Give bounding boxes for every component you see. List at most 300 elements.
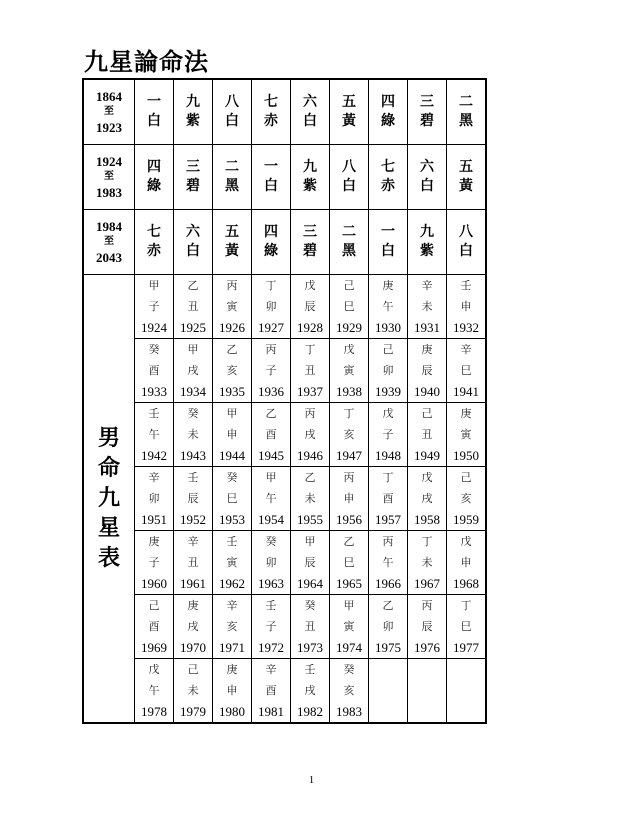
heavenly-stem: 庚	[226, 663, 238, 676]
year-cell	[330, 659, 369, 724]
era-from: 1864	[96, 89, 122, 104]
era-range-cell	[83, 210, 135, 275]
heavenly-stem: 丙	[421, 599, 433, 612]
year-cell	[408, 467, 447, 531]
heavenly-stem: 庚	[460, 407, 472, 420]
star-cell	[213, 210, 252, 275]
year-number: 1929	[336, 320, 362, 335]
year-number: 1982	[297, 704, 323, 719]
earthly-branch: 子	[265, 620, 277, 633]
star-label: 五黃	[459, 159, 473, 194]
earthly-branch: 丑	[187, 300, 199, 313]
year-number: 1980	[219, 704, 245, 719]
empty-cell	[447, 659, 487, 724]
year-number: 1930	[375, 320, 401, 335]
year-number: 1961	[180, 576, 206, 591]
star-label: 七赤	[381, 159, 395, 194]
year-number: 1931	[414, 320, 440, 335]
earthly-branch: 酉	[265, 684, 277, 697]
year-number: 1941	[453, 384, 479, 399]
star-cell	[447, 210, 487, 275]
year-cell	[369, 531, 408, 595]
earthly-branch: 酉	[382, 492, 394, 505]
star-cell	[369, 145, 408, 210]
earthly-branch: 亥	[343, 428, 355, 441]
star-label: 八白	[342, 159, 356, 194]
earthly-branch: 午	[265, 492, 277, 505]
earthly-branch: 丑	[304, 364, 316, 377]
earthly-branch: 卯	[265, 556, 277, 569]
heavenly-stem: 庚	[382, 279, 394, 292]
year-cell	[135, 467, 174, 531]
year-row	[83, 339, 486, 403]
earthly-branch: 酉	[148, 620, 160, 633]
earthly-branch: 戌	[187, 364, 199, 377]
year-cell	[291, 275, 330, 339]
year-cell	[135, 275, 174, 339]
earthly-branch: 酉	[265, 428, 277, 441]
heavenly-stem: 癸	[343, 663, 355, 676]
earthly-branch: 卯	[148, 492, 160, 505]
heavenly-stem: 丁	[382, 471, 394, 484]
year-row	[83, 467, 486, 531]
earthly-branch: 辰	[421, 364, 433, 377]
year-cell	[330, 531, 369, 595]
year-number: 1935	[219, 384, 245, 399]
era-to-label: 至	[104, 236, 114, 247]
heavenly-stem: 癸	[187, 407, 199, 420]
year-number: 1934	[180, 384, 206, 399]
year-number: 1960	[141, 576, 167, 591]
heavenly-stem: 丁	[343, 407, 355, 420]
era-range-cell	[83, 79, 135, 145]
year-cell	[330, 595, 369, 659]
heavenly-stem: 丁	[460, 599, 472, 612]
year-cell	[369, 339, 408, 403]
star-label: 七赤	[264, 94, 278, 129]
earthly-branch: 戌	[187, 620, 199, 633]
star-label: 五黃	[225, 224, 239, 259]
earthly-branch: 巳	[343, 556, 355, 569]
year-row	[83, 403, 486, 467]
year-number: 1962	[219, 576, 245, 591]
year-number: 1947	[336, 448, 362, 463]
star-cell	[408, 145, 447, 210]
era-row	[83, 145, 486, 210]
heavenly-stem: 辛	[421, 279, 433, 292]
heavenly-stem: 辛	[148, 471, 160, 484]
year-cell	[174, 403, 213, 467]
year-number: 1978	[141, 704, 167, 719]
star-label: 二黑	[459, 94, 473, 129]
year-number: 1964	[297, 576, 323, 591]
earthly-branch: 寅	[460, 428, 472, 441]
year-number: 1940	[414, 384, 440, 399]
star-cell	[174, 145, 213, 210]
year-number: 1971	[219, 640, 245, 655]
heavenly-stem: 庚	[187, 599, 199, 612]
heavenly-stem: 壬	[304, 663, 316, 676]
star-label: 九紫	[186, 94, 200, 129]
era-to: 1983	[96, 185, 122, 200]
star-cell	[174, 210, 213, 275]
year-cell	[447, 339, 487, 403]
heavenly-stem: 甲	[343, 599, 355, 612]
heavenly-stem: 丙	[382, 535, 394, 548]
heavenly-stem: 甲	[304, 535, 316, 548]
year-cell	[330, 339, 369, 403]
empty-cell	[369, 659, 408, 724]
year-number: 1942	[141, 448, 167, 463]
year-number: 1936	[258, 384, 284, 399]
heavenly-stem: 辛	[265, 663, 277, 676]
earthly-branch: 辰	[421, 620, 433, 633]
era-from: 1984	[96, 219, 122, 234]
heavenly-stem: 壬	[187, 471, 199, 484]
star-label: 四綠	[147, 159, 161, 194]
star-cell	[330, 145, 369, 210]
earthly-branch: 戌	[304, 684, 316, 697]
star-cell	[213, 145, 252, 210]
year-number: 1937	[297, 384, 323, 399]
heavenly-stem: 壬	[265, 599, 277, 612]
heavenly-stem: 庚	[148, 535, 160, 548]
earthly-branch: 亥	[226, 620, 238, 633]
star-label: 三碧	[420, 94, 434, 129]
star-label: 四綠	[264, 224, 278, 259]
heavenly-stem: 壬	[460, 279, 472, 292]
star-label: 四綠	[381, 94, 395, 129]
era-to: 2043	[96, 250, 122, 265]
heavenly-stem: 甲	[226, 407, 238, 420]
heavenly-stem: 戊	[304, 279, 316, 292]
year-cell	[369, 467, 408, 531]
year-cell	[252, 531, 291, 595]
star-label: 七赤	[147, 224, 161, 259]
era-row	[83, 210, 486, 275]
earthly-branch: 亥	[460, 492, 472, 505]
year-cell	[330, 275, 369, 339]
earthly-branch: 子	[148, 556, 160, 569]
earthly-branch: 午	[382, 300, 394, 313]
star-cell	[252, 210, 291, 275]
year-cell	[447, 531, 487, 595]
year-number: 1948	[375, 448, 401, 463]
year-number: 1927	[258, 320, 284, 335]
earthly-branch: 申	[343, 492, 355, 505]
earthly-branch: 申	[460, 556, 472, 569]
star-label: 九紫	[420, 224, 434, 259]
star-label: 一白	[264, 159, 278, 194]
star-cell	[291, 79, 330, 145]
year-cell	[135, 595, 174, 659]
year-number: 1951	[141, 512, 167, 527]
year-cell	[447, 595, 487, 659]
year-number: 1975	[375, 640, 401, 655]
star-cell	[447, 79, 487, 145]
star-label: 八白	[459, 224, 473, 259]
heavenly-stem: 癸	[226, 471, 238, 484]
heavenly-stem: 甲	[265, 471, 277, 484]
heavenly-stem: 戊	[460, 535, 472, 548]
heavenly-stem: 癸	[265, 535, 277, 548]
earthly-branch: 丑	[304, 620, 316, 633]
earthly-branch: 未	[421, 300, 433, 313]
heavenly-stem: 辛	[460, 343, 472, 356]
year-cell	[291, 403, 330, 467]
year-number: 1946	[297, 448, 323, 463]
year-row	[83, 659, 486, 724]
earthly-branch: 卯	[265, 300, 277, 313]
year-number: 1944	[219, 448, 245, 463]
star-label: 三碧	[186, 159, 200, 194]
star-label: 一白	[147, 94, 161, 129]
year-cell	[135, 659, 174, 724]
earthly-branch: 子	[265, 364, 277, 377]
year-cell	[408, 275, 447, 339]
star-cell	[252, 79, 291, 145]
earthly-branch: 午	[148, 684, 160, 697]
heavenly-stem: 丙	[226, 279, 238, 292]
heavenly-stem: 己	[382, 343, 394, 356]
year-number: 1963	[258, 576, 284, 591]
star-label: 三碧	[303, 224, 317, 259]
year-cell	[408, 595, 447, 659]
year-cell	[135, 339, 174, 403]
star-cell	[369, 210, 408, 275]
earthly-branch: 巳	[226, 492, 238, 505]
era-to-label: 至	[104, 106, 114, 117]
year-cell	[213, 531, 252, 595]
heavenly-stem: 丙	[265, 343, 277, 356]
star-cell	[408, 210, 447, 275]
heavenly-stem: 乙	[226, 343, 238, 356]
year-cell	[330, 467, 369, 531]
earthly-branch: 辰	[304, 556, 316, 569]
era-to-label: 至	[104, 171, 114, 182]
earthly-branch: 子	[148, 300, 160, 313]
year-cell	[213, 467, 252, 531]
star-cell	[291, 145, 330, 210]
year-number: 1969	[141, 640, 167, 655]
era-from: 1924	[96, 154, 122, 169]
year-cell	[447, 467, 487, 531]
earthly-branch: 午	[148, 428, 160, 441]
empty-cell	[408, 659, 447, 724]
star-label: 五黃	[342, 94, 356, 129]
earthly-branch: 未	[421, 556, 433, 569]
star-cell	[291, 210, 330, 275]
earthly-branch: 申	[460, 300, 472, 313]
side-label: 男命九星表	[98, 425, 121, 571]
year-number: 1925	[180, 320, 206, 335]
year-row	[83, 275, 486, 339]
year-number: 1952	[180, 512, 206, 527]
year-cell	[369, 275, 408, 339]
year-number: 1924	[141, 320, 167, 335]
star-cell	[330, 210, 369, 275]
heavenly-stem: 庚	[421, 343, 433, 356]
earthly-branch: 子	[382, 428, 394, 441]
star-cell	[408, 79, 447, 145]
heavenly-stem: 辛	[226, 599, 238, 612]
year-number: 1926	[219, 320, 245, 335]
heavenly-stem: 壬	[226, 535, 238, 548]
year-cell	[174, 595, 213, 659]
star-label: 九紫	[303, 159, 317, 194]
star-cell	[213, 79, 252, 145]
year-cell	[330, 403, 369, 467]
star-label: 一白	[381, 224, 395, 259]
year-number: 1976	[414, 640, 440, 655]
year-number: 1938	[336, 384, 362, 399]
star-cell	[369, 79, 408, 145]
heavenly-stem: 乙	[382, 599, 394, 612]
earthly-branch: 卯	[382, 620, 394, 633]
year-number: 1932	[453, 320, 479, 335]
year-number: 1955	[297, 512, 323, 527]
earthly-branch: 未	[187, 684, 199, 697]
year-row	[83, 531, 486, 595]
heavenly-stem: 乙	[304, 471, 316, 484]
side-label-cell	[83, 275, 135, 724]
year-cell	[291, 531, 330, 595]
earthly-branch: 亥	[226, 364, 238, 377]
year-cell	[252, 659, 291, 724]
year-number: 1977	[453, 640, 479, 655]
heavenly-stem: 戊	[343, 343, 355, 356]
year-number: 1954	[258, 512, 284, 527]
earthly-branch: 寅	[226, 300, 238, 313]
era-range-cell	[83, 145, 135, 210]
year-cell	[174, 659, 213, 724]
heavenly-stem: 戊	[421, 471, 433, 484]
year-cell	[213, 595, 252, 659]
year-cell	[213, 339, 252, 403]
year-number: 1972	[258, 640, 284, 655]
year-cell	[174, 531, 213, 595]
year-cell	[447, 275, 487, 339]
star-cell	[135, 79, 174, 145]
heavenly-stem: 辛	[187, 535, 199, 548]
year-number: 1945	[258, 448, 284, 463]
heavenly-stem: 乙	[265, 407, 277, 420]
year-number: 1933	[141, 384, 167, 399]
nine-star-table	[82, 78, 487, 724]
heavenly-stem: 癸	[304, 599, 316, 612]
year-number: 1973	[297, 640, 323, 655]
star-cell	[135, 210, 174, 275]
earthly-branch: 巳	[460, 620, 472, 633]
year-cell	[369, 403, 408, 467]
earthly-branch: 未	[187, 428, 199, 441]
earthly-branch: 寅	[226, 556, 238, 569]
star-cell	[252, 145, 291, 210]
star-label: 八白	[225, 94, 239, 129]
year-cell	[252, 403, 291, 467]
heavenly-stem: 己	[421, 407, 433, 420]
heavenly-stem: 丙	[343, 471, 355, 484]
earthly-branch: 寅	[343, 620, 355, 633]
year-cell	[135, 403, 174, 467]
year-cell	[174, 275, 213, 339]
nine-star-table-body	[83, 79, 486, 723]
year-number: 1943	[180, 448, 206, 463]
year-number: 1959	[453, 512, 479, 527]
earthly-branch: 寅	[343, 364, 355, 377]
heavenly-stem: 甲	[187, 343, 199, 356]
year-cell	[213, 403, 252, 467]
page-title: 九星論命法	[84, 48, 209, 76]
heavenly-stem: 己	[148, 599, 160, 612]
heavenly-stem: 己	[343, 279, 355, 292]
heavenly-stem: 丁	[265, 279, 277, 292]
star-label: 六白	[186, 224, 200, 259]
star-cell	[330, 79, 369, 145]
year-cell	[213, 659, 252, 724]
heavenly-stem: 戊	[148, 663, 160, 676]
page-number: 1	[308, 774, 315, 786]
heavenly-stem: 乙	[187, 279, 199, 292]
era-row	[83, 79, 486, 145]
year-cell	[252, 467, 291, 531]
year-number: 1958	[414, 512, 440, 527]
star-label: 六白	[420, 159, 434, 194]
year-number: 1965	[336, 576, 362, 591]
year-number: 1928	[297, 320, 323, 335]
star-cell	[174, 79, 213, 145]
year-cell	[408, 531, 447, 595]
year-number: 1979	[180, 704, 206, 719]
earthly-branch: 申	[226, 684, 238, 697]
star-label: 二黑	[225, 159, 239, 194]
earthly-branch: 辰	[304, 300, 316, 313]
star-label: 二黑	[342, 224, 356, 259]
year-number: 1974	[336, 640, 362, 655]
year-cell	[408, 339, 447, 403]
year-number: 1966	[375, 576, 401, 591]
heavenly-stem: 丁	[421, 535, 433, 548]
year-cell	[447, 403, 487, 467]
era-to: 1923	[96, 120, 122, 135]
year-cell	[252, 339, 291, 403]
earthly-branch: 未	[304, 492, 316, 505]
year-number: 1949	[414, 448, 440, 463]
heavenly-stem: 戊	[382, 407, 394, 420]
star-label: 六白	[303, 94, 317, 129]
year-cell	[291, 659, 330, 724]
earthly-branch: 戌	[421, 492, 433, 505]
earthly-branch: 卯	[382, 364, 394, 377]
star-cell	[135, 145, 174, 210]
year-cell	[174, 467, 213, 531]
heavenly-stem: 丁	[304, 343, 316, 356]
year-cell	[252, 595, 291, 659]
year-cell	[174, 339, 213, 403]
year-cell	[252, 275, 291, 339]
year-number: 1983	[336, 704, 362, 719]
heavenly-stem: 癸	[148, 343, 160, 356]
year-number: 1968	[453, 576, 479, 591]
year-cell	[135, 531, 174, 595]
year-cell	[369, 595, 408, 659]
year-cell	[213, 275, 252, 339]
year-cell	[408, 403, 447, 467]
earthly-branch: 辰	[187, 492, 199, 505]
earthly-branch: 酉	[148, 364, 160, 377]
year-number: 1981	[258, 704, 284, 719]
earthly-branch: 戌	[304, 428, 316, 441]
